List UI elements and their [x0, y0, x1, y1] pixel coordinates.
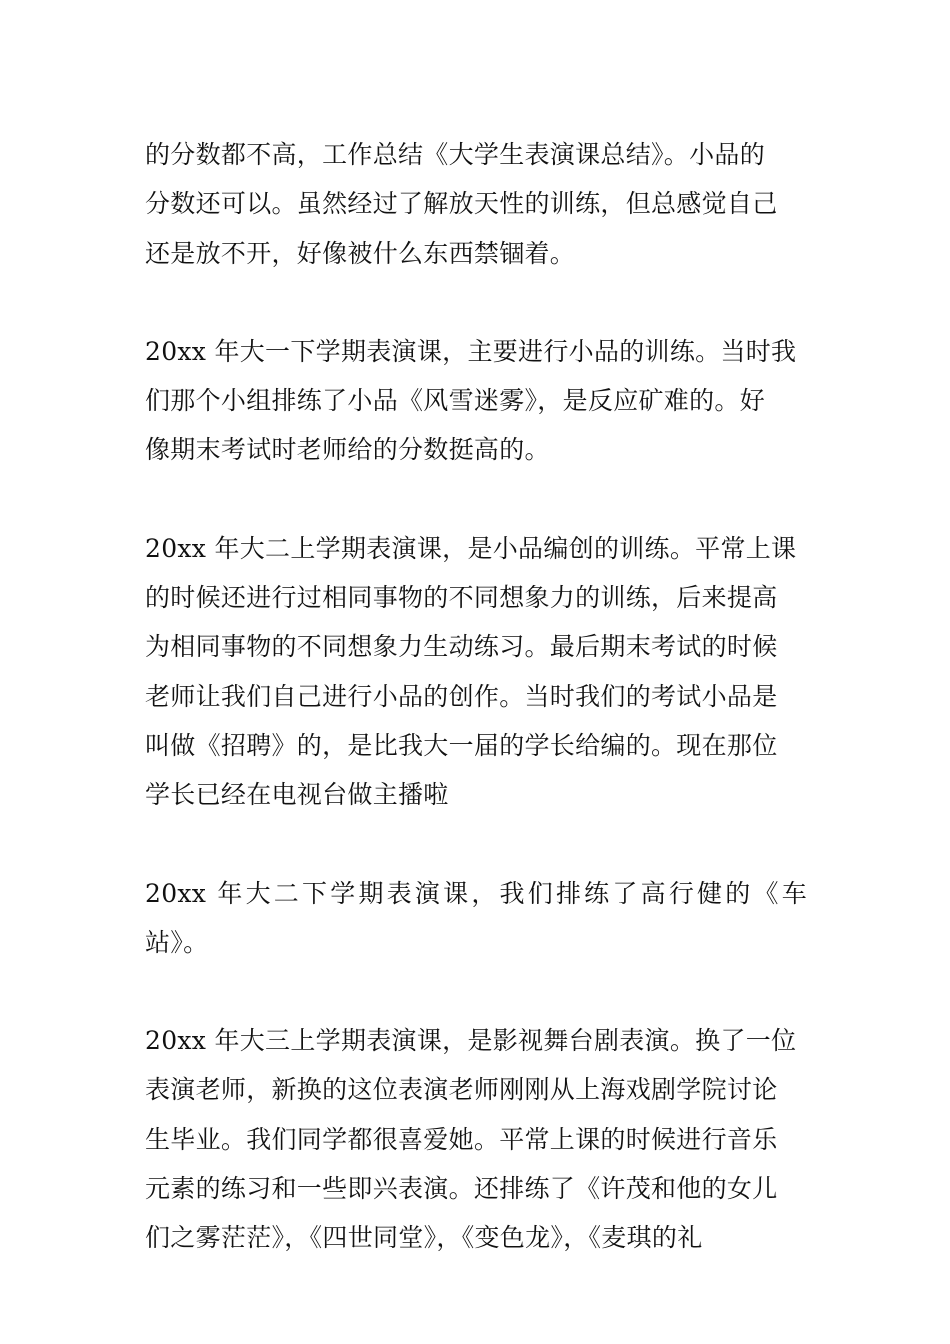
paragraph-5: 20xx 年大三上学期表演课，是影视舞台剧表演。换了一位 表演老师，新换的这位表演老师刚刚从上海戏剧学院讨论 生毕业。我们同学都很喜爱她。平常上课的时候进行音乐 元素的练习和一些即兴表演。还排练了《许茂和他的女儿 们之雾茫茫》，《四世同堂》，《变色龙》，《麦琪的礼: [145, 1026, 797, 1253]
document-body: [145, 130, 807, 1263]
paragraph-2: 20xx 年大一下学期表演课，主要进行小品的训练。当时我 们那个小组排练了小品《风雪迷雾》，是反应矿难的。好 像期末考试时老师给的分数挺高的。: [145, 336, 797, 465]
paragraph-1: 的分数都不高，工作总结《大学生表演课总结》。小品的 分数还可以。虽然经过了解放天性的训练，但总感觉自己 还是放不开，好像被什么东西禁锢着。: [145, 140, 778, 268]
paragraph-4: 20xx 年大二下学期表演课，我们排练了高行健的《车站》。: [145, 878, 807, 957]
paragraph-3: 20xx 年大二上学期表演课，是小品编创的训练。平常上课 的时候还进行过相同事物的不同想象力的训练，后来提高 为相同事物的不同想象力生动练习。最后期末考试的时候 老师让我们自己进行小品的创作。当时我们的考试小品是 叫做《招聘》的，是比我大一届的学长给编的。现在那位 学长已经在电视台做主播啦: [145, 533, 797, 810]
